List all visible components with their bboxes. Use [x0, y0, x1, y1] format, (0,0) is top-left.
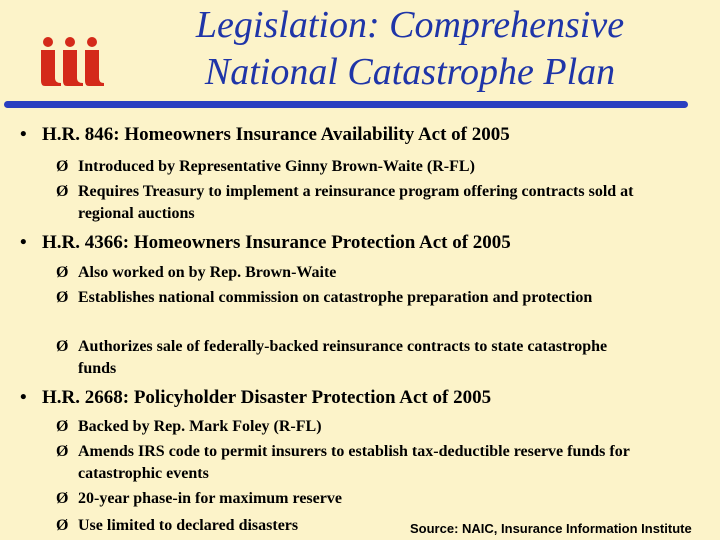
source-citation: Source: NAIC, Insurance Information Institute	[410, 521, 692, 536]
arrow-bullet-icon: Ø	[56, 418, 69, 435]
arrow-bullet-icon: Ø	[56, 289, 69, 306]
list-item	[56, 262, 690, 284]
list-item	[56, 287, 638, 309]
arrow-bullet-icon: Ø	[56, 517, 69, 534]
section-heading-hr2668	[20, 387, 492, 409]
list-item	[56, 416, 690, 438]
section-heading-text: H.R. 846: Homeowners Insurance Availability Act of 2005	[42, 124, 510, 145]
list-item	[56, 156, 690, 178]
list-item	[56, 515, 408, 537]
title-line-2: National Catastrophe Plan	[204, 51, 616, 93]
arrow-bullet-icon: Ø	[56, 183, 69, 200]
list-item	[56, 488, 690, 510]
list-item-text: Requires Treasury to implement a reinsurance program offering contracts sold at regional auctions	[78, 183, 634, 222]
iii-logo-icon	[38, 36, 104, 86]
list-item	[56, 336, 638, 380]
list-item-text: Backed by Rep. Mark Foley (R-FL)	[78, 418, 322, 435]
list-item	[56, 181, 638, 225]
list-item-text: Introduced by Representative Ginny Brown-Waite (R-FL)	[78, 158, 475, 175]
list-item-text: Establishes national commission on catastrophe preparation and protection	[78, 289, 593, 306]
list-item-text: Use limited to declared disasters	[78, 517, 299, 534]
title-line-1: Legislation: Comprehensive	[195, 4, 625, 46]
list-item-text: Also worked on by Rep. Brown-Waite	[78, 264, 337, 281]
list-item-text: Amends IRS code to permit insurers to establish tax-deductible reserve funds for catastrophic events	[78, 443, 630, 482]
arrow-bullet-icon: Ø	[56, 158, 69, 175]
section-heading-text: H.R. 2668: Policyholder Disaster Protection Act of 2005	[42, 387, 492, 408]
arrow-bullet-icon: Ø	[56, 264, 69, 281]
section-heading-hr846	[20, 124, 510, 146]
slide-title	[110, 2, 710, 96]
section-heading-hr4366	[20, 232, 511, 254]
arrow-bullet-icon: Ø	[56, 443, 69, 460]
list-item-text: Authorizes sale of federally-backed reinsurance contracts to state catastrophe funds	[78, 338, 608, 377]
bullet-icon: •	[20, 387, 27, 408]
arrow-bullet-icon: Ø	[56, 490, 69, 507]
arrow-bullet-icon: Ø	[56, 338, 69, 355]
list-item-text: 20-year phase-in for maximum reserve	[78, 490, 342, 507]
bullet-icon: •	[20, 232, 27, 253]
bullet-icon: •	[20, 124, 27, 145]
title-underline-bar	[4, 101, 688, 108]
list-item	[56, 441, 690, 485]
section-heading-text: H.R. 4366: Homeowners Insurance Protection Act of 2005	[42, 232, 511, 253]
